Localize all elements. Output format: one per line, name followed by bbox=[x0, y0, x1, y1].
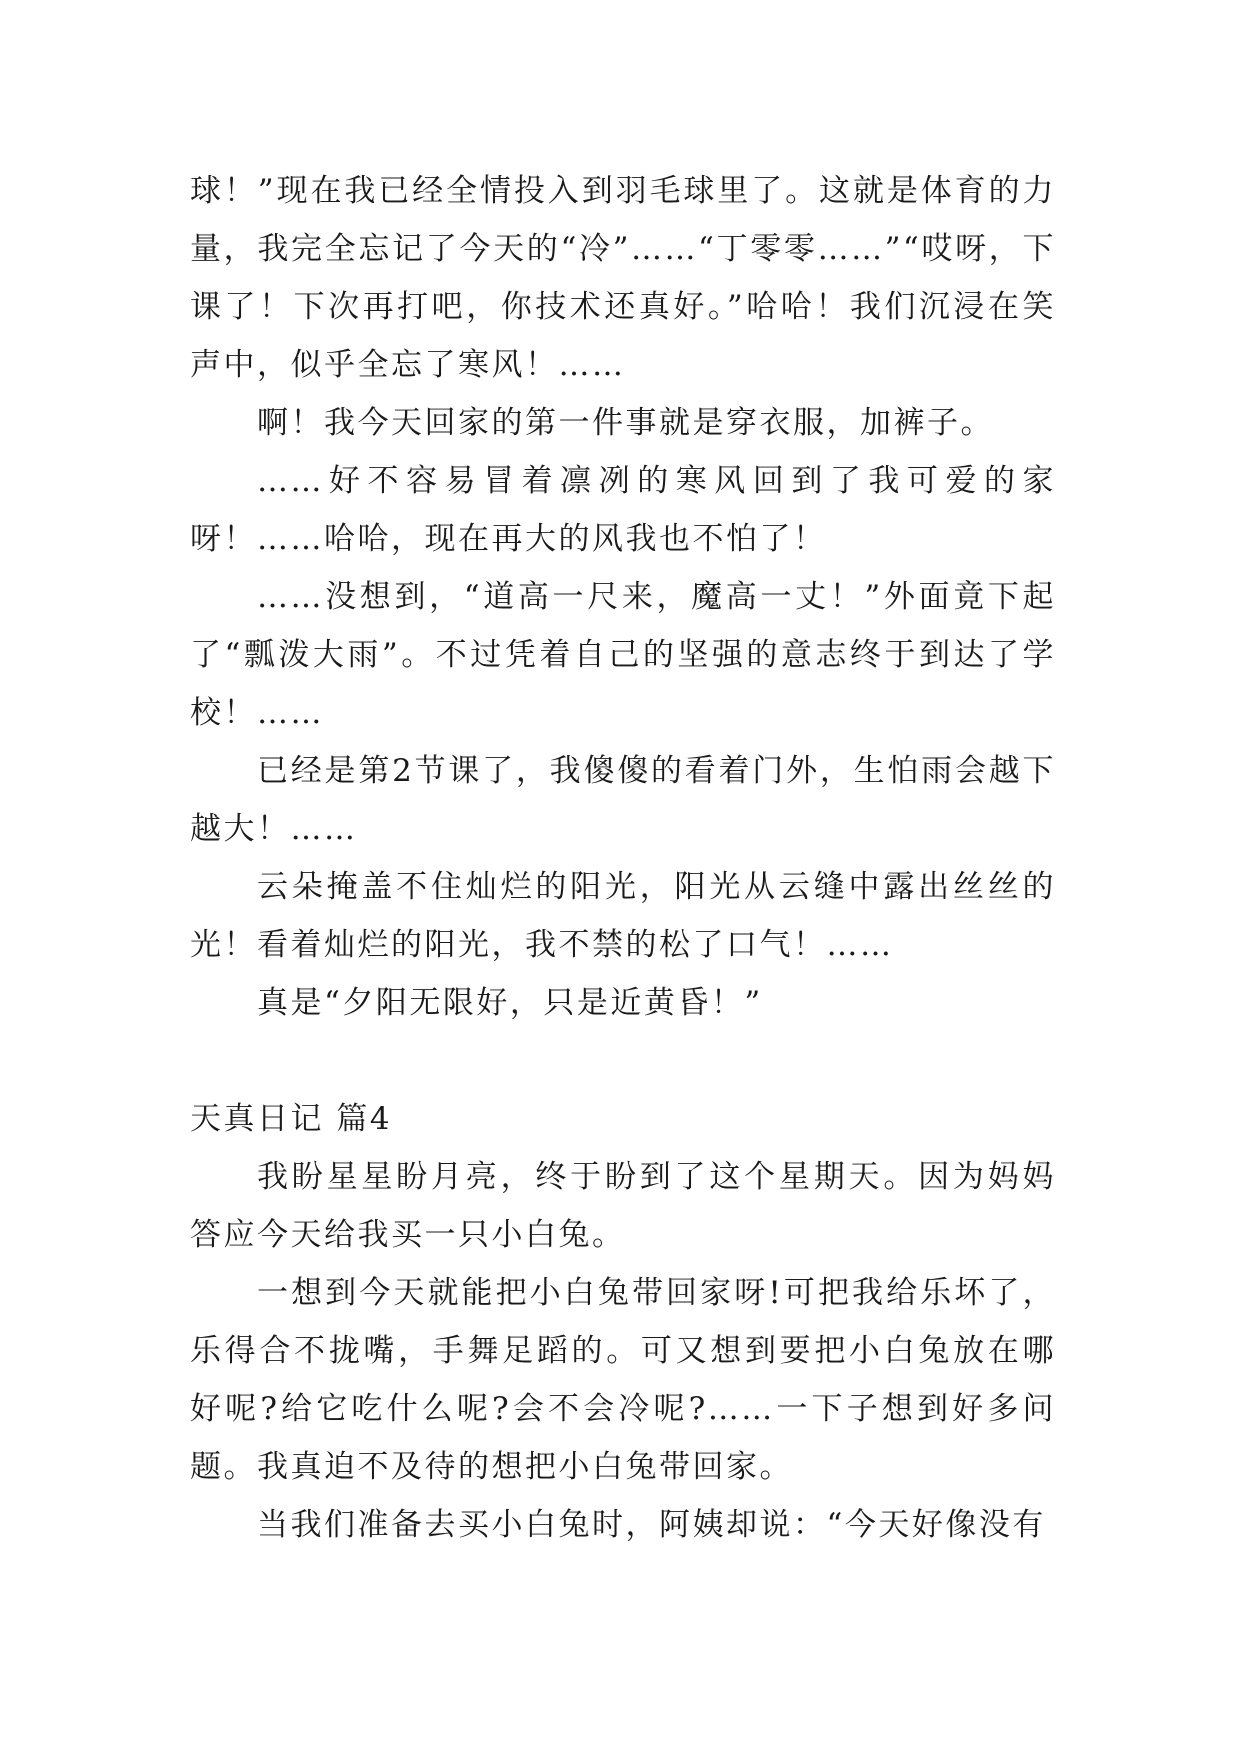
section-gap bbox=[190, 1032, 1056, 1090]
document-page bbox=[190, 162, 1056, 1554]
paragraph: 当我们准备去买小白兔时，阿姨却说：“今天好像没有 bbox=[257, 1507, 1046, 1543]
paragraph: 云朵掩盖不住灿烂的阳光，阳光从云缝中露出丝丝的光！看着灿烂的阳光，我不禁的松了口气！…… bbox=[190, 869, 1056, 963]
paragraph: 球！”现在我已经全情投入到羽毛球里了。这就是体育的力量，我完全忘记了今天的“冷”……“丁零零……”“哎呀，下课了！下次再打吧，你技术还真好。”哈哈！我们沉浸在笑声中，似乎全忘了寒风！…… bbox=[190, 173, 1056, 383]
paragraph: 一想到今天就能把小白兔带回家呀!可把我给乐坏了，乐得合不拢嘴，手舞足蹈的。可又想到要把小白兔放在哪好呢?给它吃什么呢?会不会冷呢?……一下子想到好多问题。我真迫不及待的想把小白兔带回家。 bbox=[190, 1275, 1056, 1485]
paragraph: 我盼星星盼月亮，终于盼到了这个星期天。因为妈妈答应今天给我买一只小白兔。 bbox=[190, 1159, 1056, 1253]
paragraph: 真是“夕阳无限好，只是近黄昏！” bbox=[257, 985, 763, 1021]
paragraph: 啊！我今天回家的第一件事就是穿衣服，加裤子。 bbox=[257, 405, 994, 441]
paragraph: 已经是第2节课了，我傻傻的看着门外，生怕雨会越下越大！…… bbox=[190, 753, 1056, 847]
paragraph: ……好不容易冒着凛冽的寒风回到了我可爱的家呀！……哈哈，现在再大的风我也不怕了！ bbox=[190, 463, 1056, 557]
section-heading: 天真日记 篇4 bbox=[190, 1101, 393, 1137]
paragraph: ……没想到，“道高一尺来，魔高一丈！”外面竟下起了“瓢泼大雨”。不过凭着自己的坚强的意志终于到达了学校！…… bbox=[190, 579, 1056, 731]
